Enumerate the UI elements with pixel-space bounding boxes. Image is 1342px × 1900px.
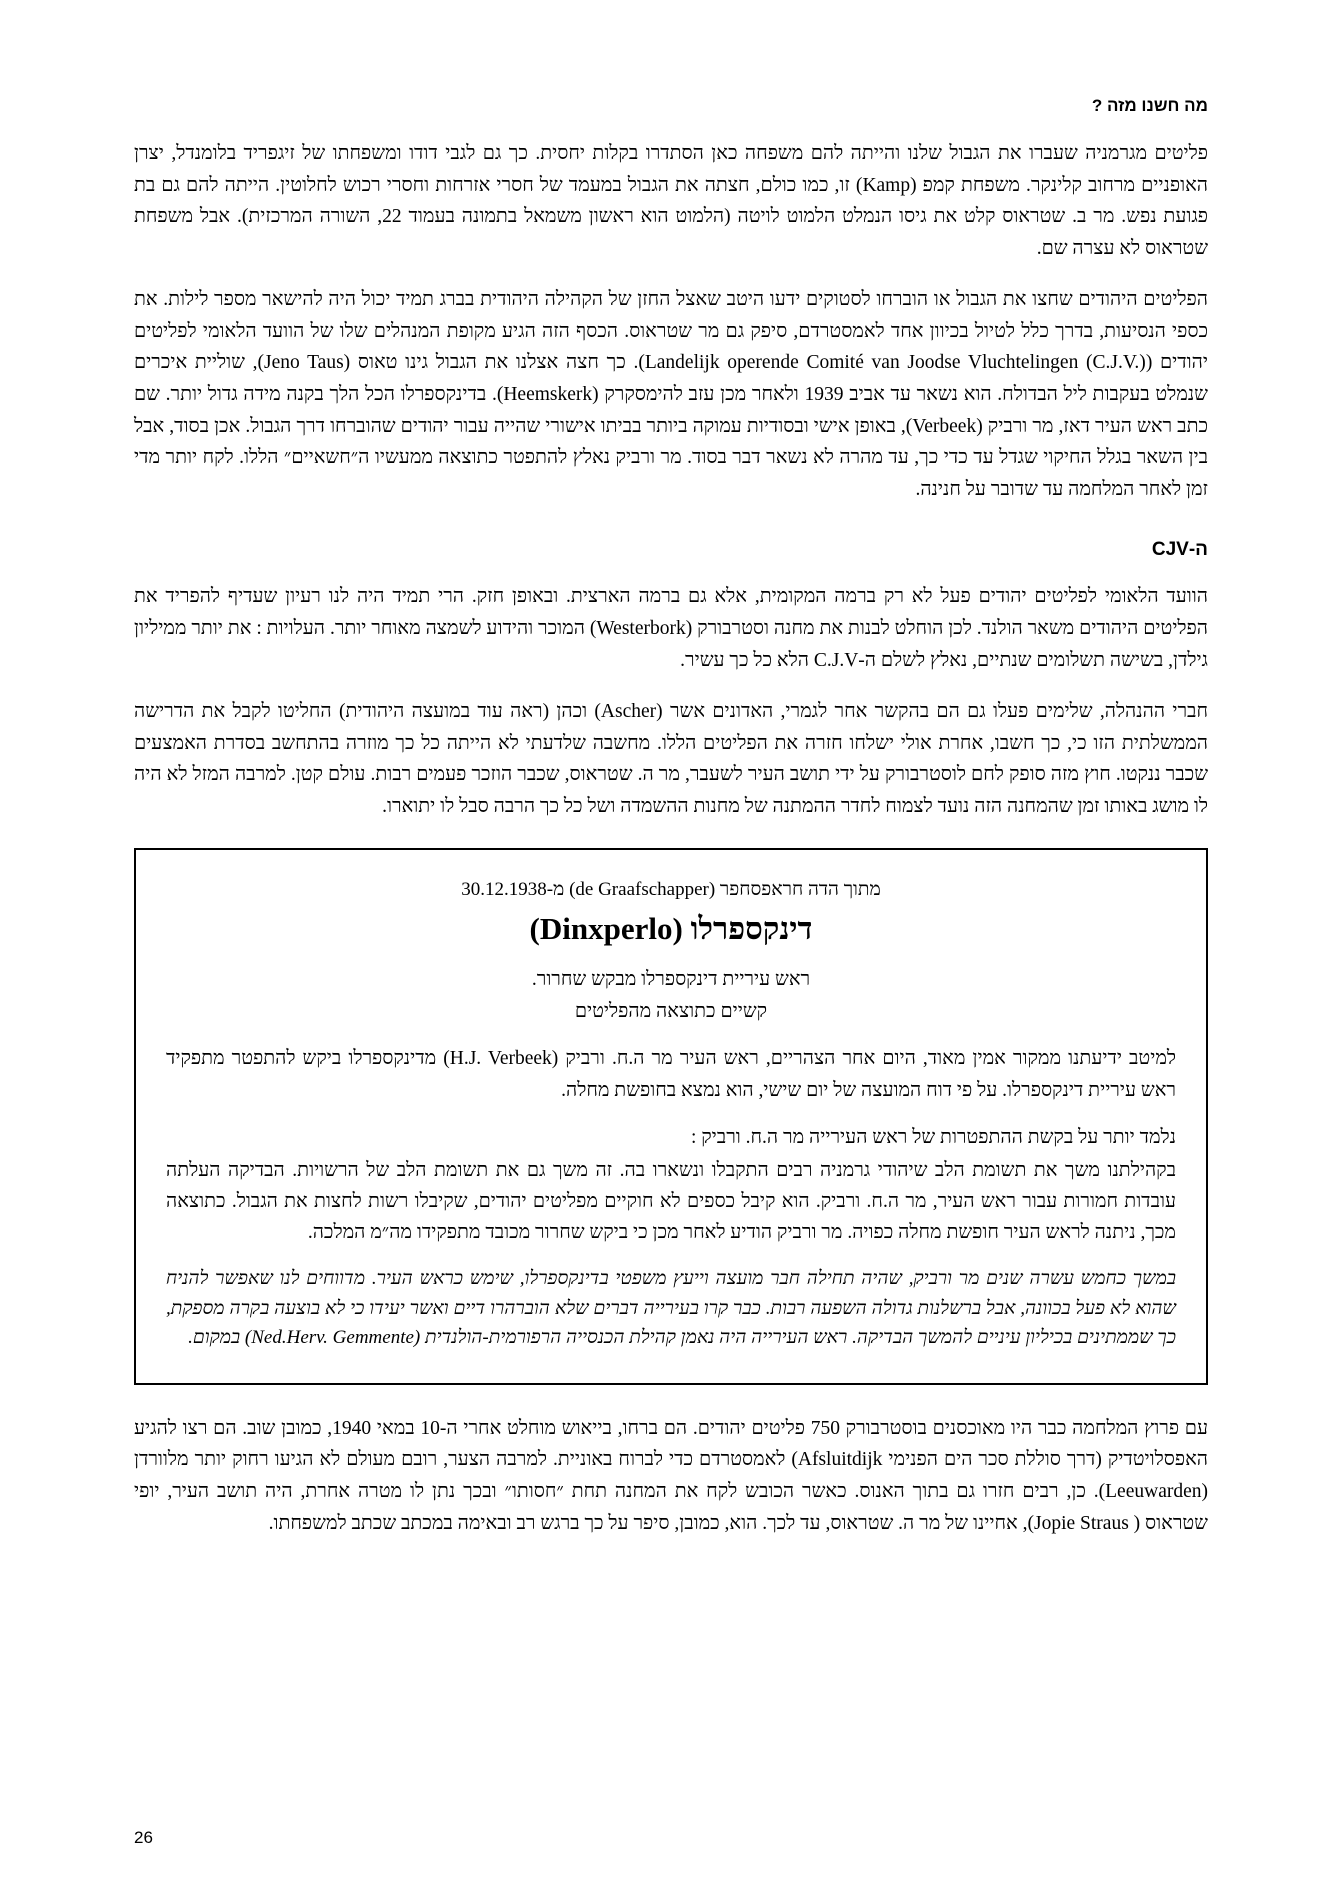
quote-subtitle-1: ראש עיריית דינקספרלו מבקש שחרור. — [531, 968, 811, 990]
quote-subtitle-2: קשיים כתוצאה מהפליטים — [574, 1001, 768, 1023]
paragraph: פליטים מגרמניה שעברו את הגבול שלנו והייתה להם משפחה כאן הסתדרו בקלות יחסית. כך גם לגבי דודו ומשפחתו של זיגפריד בלומנדל, יצרן האופניים מרחוב קלינקר. משפחת קמפ (Kamp) זו, כמו כולם, חצתה את הגבול במעמד של חסרי אזרחות וחסרי רכוש לחלוטין. הייתה להם גם בת פגועת נפש. מר ב. שטראוס קלט את גיסו הנמלט הלמוט לויטה (הלמוט הוא ראשון משמאל בתמונה בעמוד 22, השורה המרכזית). אבל משפחת שטראוס לא עצרה שם. — [134, 143, 1209, 259]
quoted-article-box — [134, 848, 1208, 1384]
quote-paragraph: בקהילתנו משך את תשומת הלב שיהודי גרמניה רבים התקבלו ונשארו בה. זה משך גם את תשומת הלב של הרשויות. הבדיקה העלתה עובדות חמורות עבור ראש העיר, מר ה.ח. ורביק. הוא קיבל כספים לא חוקיים מפליטים יהודים, שקיבלו רשות לחצות את הגבול. כתוצאה מכך, ניתנה לראש העיר חופשת מחלה כפויה. מר ורביק הודיע לאחר מכן כי ביקש שחרור מכובד מתפקידו מה״מ המלכה. — [166, 1159, 1176, 1244]
paragraph: הוועד הלאומי לפליטים יהודים פעל לא רק ברמה המקומית, אלא גם ברמה הארצית. ובאופן חזק. הרי תמיד היה לנו רעיון שעדיף להפריד את הפליטים היהודים משאר הולנד. לכן הוחלט לבנות את מחנה וסטרבורק (Westerbork) המוכר והידוע לשמצה מאוחר יותר. העלויות : את יותר ממיליון גילדן, בשישה תשלומים שנתיים, נאלץ לשלם ה-C.J.V הלא כל כך עשיר. — [134, 586, 1208, 671]
page-number: 26 — [134, 1828, 153, 1847]
quote-title: דינקספרלו (Dinxperlo) — [529, 910, 813, 946]
paragraph: חברי ההנהלה, שלימים פעלו גם הם בהקשר אחר לגמרי, האדונים אשר (Ascher) וכהן (ראה עוד במועצה היהודית) החליטו לקבל את הדרישה הממשלתית הזו כי, כך חשבו, אחרת אולי ישלחו חזרה את הפליטים הללו. מחשבה שלדעתי לא הייתה כל כך מוזרה בהתחשב בסדרת האמצעים שכבר ננקטו. חוץ מזה סופק לחם לוסטרבורק על ידי תושב העיר לשעבר, מר ה. שטראוס, שכבר הוזכר פעמים רבות. עולם קטן. למרבה המזל לא היה לו מושג באותו זמן שהמחנה הזה נועד לצמוח לחדר ההמתנה של מחנות ההשמדה ושל כל כך הרבה סבל לו יתוארו. — [134, 701, 1208, 817]
paragraph: הפליטים היהודים שחצו את הגבול או הוברחו לסטוקים ידעו היטב שאצל החזן של הקהילה היהודית בברג תמיד יכול היה להישאר מספר לילות. את כספי הנסיעות, בדרך כלל לטיול בכיוון אחד לאמסטרדם, סיפק גם מר שטראוס. הכסף הזה הגיע מקופת המנהלים שלו של הוועד הלאומי לפליטים יהודים (Landelijk operende Comité van Joodse Vluchtelingen (C.J.V.)). כך חצה אצלנו את הגבול גינו טאוס (Jeno Taus), שוליית איכרים שנמלט בעקבות ליל הבדולח. הוא נשאר עד אביב 1939 ולאחר מכן עזב להימסקרק (Heemskerk). בדינקספרלו הכל הלך בקנה מידה גדול יותר. שם כתב ראש העיר דאז, מר ורביק (Verbeek), באופן אישי ובסודיות עמוקה ביותר בביתו אישורי שהייה עבור יהודים שהוברחו דרך הגבול. אכן בסוד, אבל בין השאר בגלל החיקוי שגדל עד כדי כך, עד מהרה לא נשאר דבר בסוד. מר ורביק נאלץ להתפטר כתוצאה ממעשיו ה״חשאיים״ הללו. לקח יותר מדי זמן לאחר המלחמה עד שדובר על חנינה. — [134, 289, 1209, 500]
paragraph: עם פרוץ המלחמה כבר היו מאוכסנים בוסטרבורק 750 פליטים יהודים. הם ברחו, בייאוש מוחלט אחרי ה-10 במאי 1940, כמובן שוב. הם רצו להגיע האפסלויטדיק (דרך סוללת סכר הים הפנימי Afsluitdijk) לאמסטרדם כדי לברוח באוניית. למרבה הצער, רובם מעולם לא הגיעו רחוק יותר מלוורדן (Leeuwarden). כן, רבים חזרו גם בתוך האנוס. כאשר הכובש לקח את המחנה תחת ״חסותו״ ובכך נתן לו מטרה אחרת, היה תושב העיר, יופי שטראוס ( Jopie Straus), אחיינו של מר ה. שטראוס, עד לכך. הוא, כמובן, סיפר על כך ברגש רב ובאימה במכתב שכתב למשפחתו. — [134, 1417, 1209, 1534]
document-body — [134, 96, 1208, 1539]
section-heading-2: ה-CJV — [1151, 539, 1208, 561]
closing-section — [134, 1413, 1208, 1539]
section-heading-1: מה חשנו מזה ? — [1091, 96, 1208, 115]
quote-source: מתוך הדה חראפסחפר (de Graafschapper) מ-30.12.1938 — [461, 879, 881, 901]
quote-italic-paragraph: במשך כחמש עשרה שנים מר ורביק, שהיה תחילה חבר מועצה וייעץ משפטי בדינקספרלו, שימש כראש העיר. מדווחים לנו שאפשר להניח שהוא לא פעל בכוונה, אבל ברשלנות גדולה השפעה רבות. כבר קרו בעירייה דברים שלא הוברהרו דיים ואשר יעידו כי לא בוצעה בקרה מספקת, כך שממתינים בכיליון עיניים להמשך הבדיקה. ראש העירייה היה נאמן קהילת הכנסייה הרפורמית-הולנדית (Ned.Herv. Gemmente) במקום. — [166, 1268, 1176, 1349]
quote-paragraph: נלמד יותר על בקשת ההתפטרות של ראש העירייה מר ה.ח. ורביק : — [690, 1126, 1176, 1148]
quote-paragraph: למיטב ידיעתנו ממקור אמין מאוד, היום אחר הצהריים, ראש העיר מר ה.ח. ורביק (H.J. Verbeek) מדינקספרלו ביקש להתפטר מתפקיד ראש עיריית דינקספרלו. על פי דוח המועצה של יום שישי, הוא נמצא בחופשת מחלה. — [166, 1048, 1176, 1101]
